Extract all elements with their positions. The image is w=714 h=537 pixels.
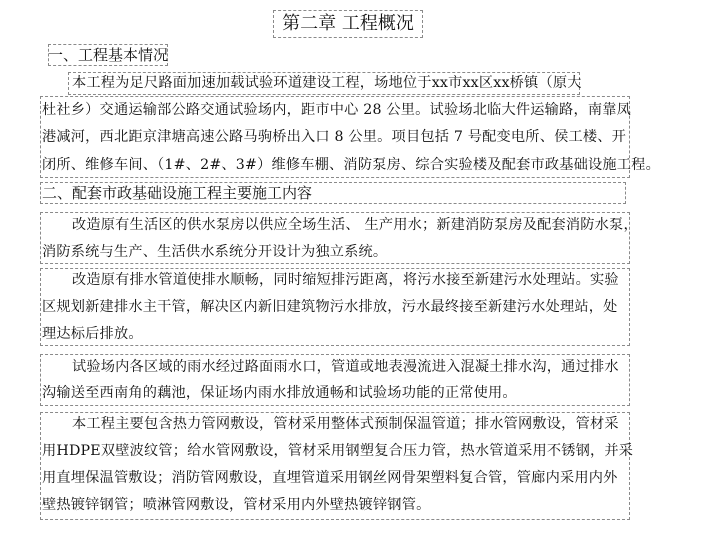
- paragraph-line: 壁热镀锌钢管；喷淋管网敷设，管材采用内外壁热镀锌钢管。: [42, 497, 431, 513]
- paragraph-line: 改造原有生活区的供水泵房以供应全场生活、 生产用水；新建消防泵房及配套消防水泵，: [72, 217, 638, 233]
- paragraph-line: 消防系统与生产、生活供水系统分开设计为独立系统。: [42, 244, 388, 260]
- paragraph-line: 本工程为足尺路面加速加载试验环道建设工程，场地位于xx市xx区xx桥镇（原大: [72, 75, 582, 91]
- paragraph-line: 区规划新建排水主干管，解决区内新旧建筑物污水排放，污水最终接至新建污水处理站，处: [42, 299, 618, 315]
- section2-heading: 二、配套市政基础设施工程主要施工内容: [42, 184, 313, 202]
- paragraph-line: 港减河，西北距京津塘高速公路马驹桥出入口 8 公里。项目包括 7 号配变电所、侯工楼、开: [42, 129, 627, 145]
- paragraph-line: 改造原有排水管道使排水顺畅，同时缩短排污距离，将污水接至新建污水处理站。实验: [72, 272, 619, 288]
- chapter-title: 第二章 工程概况: [273, 10, 423, 38]
- paragraph-line: 本工程主要包含热力管网敷设，管材采用整体式预制保温管道；排水管网敷设，管材采: [72, 416, 619, 432]
- paragraph-line: 沟输送至西南角的藕池，保证场内雨水排放通畅和试验场功能的正常使用。: [42, 385, 517, 401]
- paragraph-line: 闭所、维修车间、（1#、2#、3#）维修车棚、消防泵房、综合实验楼及配套市政基础设施工程。: [42, 157, 660, 173]
- paragraph-line: 理达标后排放。: [42, 326, 143, 342]
- paragraph-line: 杜社乡）交通运输部公路交通试验场内，距市中心 28 公里。试验场北临大件运输路，南靠凤: [42, 102, 631, 118]
- section1-heading: 一、工程基本情况: [48, 46, 169, 64]
- paragraph-line: 用HDPE双壁波纹管；给水管网敷设，管材采用钢塑复合压力管，热水管道采用不锈钢，并采: [42, 443, 634, 459]
- paragraph-line: 试验场内各区域的雨水经过路面雨水口，管道或地表漫流进入混凝土排水沟，通过排水: [72, 359, 619, 375]
- paragraph-line: 用直埋保温管敷设；消防管网敷设，直埋管道采用钢丝网骨架塑料复合管，管廊内采用内外: [42, 470, 618, 486]
